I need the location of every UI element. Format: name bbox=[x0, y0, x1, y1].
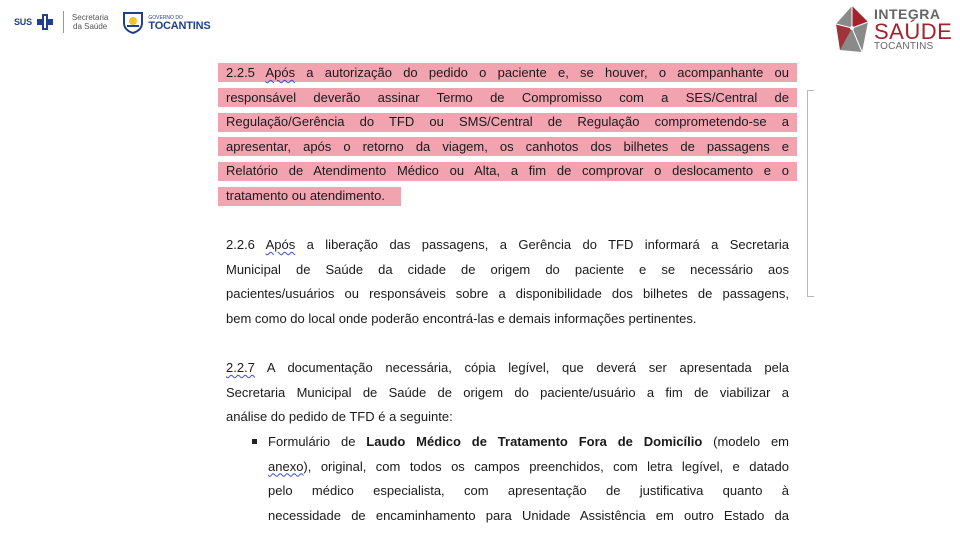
spellcheck-word: anexo bbox=[268, 458, 304, 474]
section-number: 2.2.7 bbox=[226, 360, 255, 376]
spellcheck-word: Após bbox=[265, 65, 296, 80]
text-line: Municipal de Saúde da cidade de origem do paciente e se necessário aos bbox=[226, 261, 789, 277]
text-line: Secretaria Municipal de Saúde de origem do paciente/usuário a fim de viabilizar a bbox=[226, 384, 789, 400]
text-line: pacientes/usuários ou responsáveis sobre a disponibilidade dos bilhetes de passagens, bbox=[226, 286, 789, 302]
logo-divider bbox=[63, 11, 64, 33]
document-body bbox=[226, 61, 789, 528]
integra-line-3: TOCANTINS bbox=[874, 40, 934, 52]
gov-small-label: GOVERNO DO bbox=[148, 15, 183, 21]
integra-line-1: INTEGRA bbox=[874, 5, 941, 22]
text-line: Relatório de Atendimento Médico ou Alta, a fim de comprovar o deslocamento e o bbox=[226, 163, 789, 179]
line-text: a autorização do pedido o paciente e, se houver, o acompanhante ou bbox=[295, 65, 789, 80]
integra-saude-logo bbox=[832, 4, 952, 54]
text-line: Regulação/Gerência do TFD ou SMS/Central de Regulação comprometendo-se a bbox=[226, 114, 789, 130]
line-text: ), original, com todos os campos preenchidos, com letra legível, e datado bbox=[303, 458, 789, 474]
governo-tocantins-logo bbox=[122, 10, 210, 34]
text-line bbox=[268, 455, 789, 480]
state-seal-icon bbox=[122, 10, 144, 34]
text-line: bem como do local onde poderão encontrá-las e demais informações pertinentes. bbox=[226, 310, 697, 326]
line-text: a liberação das passagens, a Gerência do TFD informará a Secretaria bbox=[295, 237, 789, 253]
sus-logo bbox=[14, 13, 55, 31]
paragraph-2-2-5 bbox=[226, 61, 789, 209]
text-line: apresentar, após o retorno da viagem, os canhotos dos bilhetes de passagens e bbox=[226, 138, 789, 154]
bullet-square-icon bbox=[252, 439, 257, 444]
text-line: necessidade de encaminhamento para Unidade Assistência em outro Estado da bbox=[268, 507, 789, 523]
text-line bbox=[226, 61, 789, 86]
text-line: análise do pedido de TFD é a seguinte: bbox=[226, 409, 453, 425]
text-line: pelo médico especialista, com apresentação de justificativa quanto à bbox=[268, 483, 789, 499]
spellcheck-word: Após bbox=[265, 237, 296, 253]
integra-map-icon bbox=[832, 4, 872, 54]
list-item bbox=[226, 430, 789, 528]
gov-big-label: TOCANTINS bbox=[148, 20, 211, 32]
secretaria-saude-logo bbox=[72, 13, 108, 31]
section-number: 2.2.5 bbox=[226, 65, 255, 80]
text-line: tratamento ou atendimento. bbox=[226, 187, 385, 203]
line-text: (modelo em bbox=[702, 433, 789, 449]
line-text: Formulário de bbox=[268, 433, 367, 449]
ses-line-1: Secretaria bbox=[71, 13, 109, 22]
bold-text: Laudo Médico de Tratamento Fora de Domicílio bbox=[366, 433, 703, 449]
text-line bbox=[268, 430, 789, 455]
text-line bbox=[226, 356, 789, 381]
health-cross-icon bbox=[35, 13, 55, 31]
header-logos bbox=[14, 8, 211, 36]
line-text: A documentação necessária, cópia legível, que deverá ser apresentada pela bbox=[254, 360, 789, 376]
margin-bracket bbox=[807, 90, 814, 297]
sus-label: SUS bbox=[14, 17, 32, 27]
paragraph-2-2-7 bbox=[226, 356, 789, 528]
ses-line-2: da Saúde bbox=[73, 22, 108, 31]
section-number: 2.2.6 bbox=[226, 237, 255, 253]
integra-line-2: SAÚDE bbox=[874, 18, 953, 44]
text-line: responsável deverão assinar Termo de Compromisso com a SES/Central de bbox=[226, 89, 789, 105]
paragraph-2-2-6 bbox=[226, 233, 789, 331]
text-line bbox=[226, 233, 789, 258]
